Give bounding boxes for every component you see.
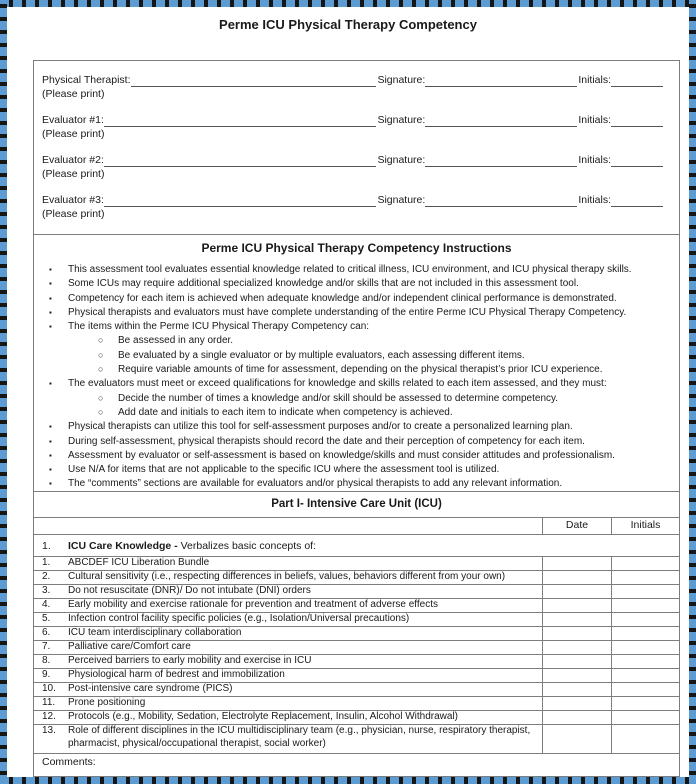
date-cell[interactable] xyxy=(542,627,611,640)
comments-label: Comments: xyxy=(42,756,96,768)
date-cell[interactable] xyxy=(542,641,611,654)
section-number: 1. xyxy=(42,539,51,552)
instruction-bullet xyxy=(34,292,679,306)
date-cell[interactable] xyxy=(542,613,611,626)
date-cell[interactable] xyxy=(542,683,611,696)
item-text: Palliative care/Comfort care xyxy=(68,641,191,652)
competency-item-row xyxy=(34,556,679,570)
instruction-text: Be evaluated by a single evaluator or by multiple evaluators, each assessing different items. xyxy=(118,349,525,361)
bullet-marker-icon: ○ xyxy=(98,406,104,417)
item-number: 7. xyxy=(42,641,51,652)
instruction-text: Competency for each item is achieved when adequate knowledge and/or independent clinical performance is demonstrated. xyxy=(68,292,617,304)
comments-row[interactable] xyxy=(34,753,679,776)
item-number: 13. xyxy=(42,725,56,736)
date-cell[interactable] xyxy=(542,557,611,570)
initials-label: Initials: xyxy=(578,194,611,206)
instruction-bullet xyxy=(34,420,679,434)
signature-label: Signature: xyxy=(377,114,426,126)
date-cell[interactable] xyxy=(542,585,611,598)
bullet-marker-icon: ▪ xyxy=(49,322,52,332)
date-cell[interactable] xyxy=(542,725,611,753)
competency-item-row xyxy=(34,612,679,626)
item-text: Early mobility and exercise rationale for prevention and treatment of adverse effects xyxy=(68,599,439,610)
instruction-sub-bullet xyxy=(34,349,679,363)
item-text: Post-intensive care syndrome (PICS) xyxy=(68,683,233,694)
signature-line xyxy=(42,153,671,167)
please-print-note: (Please print) xyxy=(42,208,105,220)
competency-item-row xyxy=(34,654,679,668)
initials-blank-line[interactable] xyxy=(611,194,663,207)
date-cell[interactable] xyxy=(542,599,611,612)
item-number: 8. xyxy=(42,655,51,666)
document-title: Perme ICU Physical Therapy Competency xyxy=(219,17,477,32)
signature-label: Signature: xyxy=(377,74,426,86)
signer-label: Evaluator #1: xyxy=(42,114,104,126)
initials-column-header: Initials xyxy=(611,518,679,534)
item-number: 3. xyxy=(42,585,51,596)
instruction-text: During self-assessment, physical therapists should record the date and their perception of competency for each item. xyxy=(68,435,585,447)
bullet-marker-icon: ▪ xyxy=(49,479,52,489)
bullet-marker-icon: ▪ xyxy=(49,379,52,389)
instructions-list xyxy=(34,263,679,492)
competency-item-row xyxy=(34,724,679,753)
initials-cell[interactable] xyxy=(611,641,679,654)
selection-border-top xyxy=(0,0,696,7)
instruction-text: Decide the number of times a knowledge and/or skill should be assessed to determine competency. xyxy=(118,392,559,404)
item-number: 2. xyxy=(42,571,51,582)
instruction-text: The “comments” sections are available for evaluators and/or physical therapists to add any relevant information. xyxy=(68,478,563,490)
instruction-sub-bullet xyxy=(34,334,679,348)
signature-label: Signature: xyxy=(377,154,426,166)
instruction-text: Assessment by evaluator or self-assessment is based on knowledge/skills and must consider attitudes and professionalism. xyxy=(68,449,615,461)
signature-line xyxy=(42,193,671,207)
item-text: Cultural sensitivity (i.e., respecting differences in beliefs, values, behaviors different from your own) xyxy=(68,571,506,582)
competency-item-row xyxy=(34,682,679,696)
section-header-row xyxy=(34,534,679,556)
please-print-note: (Please print) xyxy=(42,168,105,180)
signature-row xyxy=(42,113,671,141)
initials-cell[interactable] xyxy=(611,571,679,584)
date-cell[interactable] xyxy=(542,711,611,724)
please-print-note: (Please print) xyxy=(42,128,105,140)
item-text: Role of different disciplines in the ICU multidisciplinary team (e.g., physician, nurse, respiratory therapist, pharmacist, physical/occupational therapist, social worker) xyxy=(68,725,531,749)
name-blank-line[interactable] xyxy=(104,154,377,167)
bullet-marker-icon: ○ xyxy=(98,364,104,375)
competency-item-row xyxy=(34,668,679,682)
instruction-text: Physical therapists can utilize this tool for self-assessment purposes and/or to create a personalized learning plan. xyxy=(68,421,573,433)
instruction-bullet xyxy=(34,377,679,391)
instruction-sub-bullet xyxy=(34,363,679,377)
initials-label: Initials: xyxy=(578,114,611,126)
signer-label: Physical Therapist: xyxy=(42,74,131,86)
item-number: 5. xyxy=(42,613,51,624)
bullet-marker-icon: ○ xyxy=(98,392,104,403)
bullet-marker-icon: ▪ xyxy=(49,307,52,317)
signature-blank-line[interactable] xyxy=(425,194,577,207)
initials-blank-line[interactable] xyxy=(611,74,663,87)
part1-heading: Part I- Intensive Care Unit (ICU) xyxy=(34,491,679,517)
selection-border-left xyxy=(0,0,7,784)
initials-cell[interactable] xyxy=(611,613,679,626)
instruction-text: Physical therapists and evaluators must have complete understanding of the entire Perme ICU Physical Therapy Competency. xyxy=(68,306,627,318)
instruction-text: Use N/A for items that are not applicable to the specific ICU where the assessment tool is utilized. xyxy=(68,464,500,476)
item-text: Prone positioning xyxy=(68,697,146,708)
bullet-marker-icon: ▪ xyxy=(49,279,52,289)
bullet-marker-icon: ○ xyxy=(98,335,104,346)
initials-cell[interactable] xyxy=(611,627,679,640)
instruction-bullet xyxy=(34,306,679,320)
initials-cell[interactable] xyxy=(611,697,679,710)
instruction-text: Add date and initials to each item to indicate when competency is achieved. xyxy=(118,406,453,418)
signature-line xyxy=(42,73,671,87)
instruction-text: Be assessed in any order. xyxy=(118,335,234,347)
instruction-text: This assessment tool evaluates essential knowledge related to critical illness, ICU environment, and ICU physical therapy skills. xyxy=(68,264,632,275)
bullet-marker-icon: ▪ xyxy=(49,436,52,446)
bullet-marker-icon: ▪ xyxy=(49,293,52,303)
instruction-bullet xyxy=(34,463,679,477)
initials-label: Initials: xyxy=(578,154,611,166)
competency-items xyxy=(34,556,679,753)
name-blank-line[interactable] xyxy=(131,74,377,87)
item-number: 9. xyxy=(42,669,51,680)
item-text: Infection control facility specific policies (e.g., Isolation/Universal precautions) xyxy=(68,613,410,624)
please-print-note: (Please print) xyxy=(42,88,105,100)
item-number: 4. xyxy=(42,599,51,610)
initials-blank-line[interactable] xyxy=(611,154,663,167)
item-text: ICU team interdisciplinary collaboration xyxy=(68,627,242,638)
date-cell[interactable] xyxy=(542,669,611,682)
instruction-bullet xyxy=(34,477,679,491)
instruction-sub-bullet xyxy=(34,392,679,406)
item-text: Perceived barriers to early mobility and exercise in ICU xyxy=(68,655,312,666)
signer-label: Evaluator #2: xyxy=(42,154,104,166)
instruction-sub-bullet xyxy=(34,406,679,420)
initials-cell[interactable] xyxy=(611,585,679,598)
date-cell[interactable] xyxy=(542,697,611,710)
date-cell[interactable] xyxy=(542,571,611,584)
competency-item-row xyxy=(34,640,679,654)
competency-item-row xyxy=(34,696,679,710)
instruction-text: The evaluators must meet or exceed qualifications for knowledge and skills related to each item assessed, and they must: xyxy=(68,378,607,390)
bullet-marker-icon: ▪ xyxy=(49,422,52,432)
document-page xyxy=(7,7,689,777)
initials-cell[interactable] xyxy=(611,669,679,682)
instruction-bullet xyxy=(34,263,679,277)
item-number: 10. xyxy=(42,683,56,694)
signer-label: Evaluator #3: xyxy=(42,194,104,206)
instruction-bullet xyxy=(34,449,679,463)
signature-label: Signature: xyxy=(377,194,426,206)
item-text: Physiological harm of bedrest and immobilization xyxy=(68,669,285,680)
competency-item-row xyxy=(34,626,679,640)
signature-blank-line[interactable] xyxy=(425,154,577,167)
date-cell[interactable] xyxy=(542,655,611,668)
competency-item-row xyxy=(34,598,679,612)
instruction-bullet xyxy=(34,277,679,291)
item-number: 6. xyxy=(42,627,51,638)
signature-section xyxy=(34,61,679,234)
signature-row xyxy=(42,153,671,181)
signature-blank-line[interactable] xyxy=(425,74,577,87)
item-number: 12. xyxy=(42,711,56,722)
name-blank-line[interactable] xyxy=(104,114,377,127)
item-number: 1. xyxy=(42,557,51,568)
item-text: ABCDEF ICU Liberation Bundle xyxy=(68,557,210,568)
instruction-text: The items within the Perme ICU Physical Therapy Competency can: xyxy=(68,321,370,333)
competency-item-row xyxy=(34,584,679,598)
name-blank-line[interactable] xyxy=(104,194,377,207)
bullet-marker-icon: ▪ xyxy=(49,465,52,475)
section-title-text: ICU Care Knowledge - Verbalizes basic concepts of: xyxy=(68,539,317,552)
item-text: Do not resuscitate (DNR)/ Do not intubate (DNI) orders xyxy=(68,585,311,596)
item-number: 11. xyxy=(42,697,56,708)
bullet-marker-icon: ○ xyxy=(98,349,104,360)
competency-item-row xyxy=(34,570,679,584)
instruction-bullet xyxy=(34,435,679,449)
selection-border-bottom xyxy=(0,777,696,784)
bullet-marker-icon: ▪ xyxy=(49,265,52,274)
initials-cell[interactable] xyxy=(611,599,679,612)
signature-row xyxy=(42,193,671,221)
instructions-section xyxy=(34,234,679,491)
initials-label: Initials: xyxy=(578,74,611,86)
initials-cell[interactable] xyxy=(611,557,679,570)
competency-item-row xyxy=(34,710,679,724)
initials-cell[interactable] xyxy=(611,711,679,724)
competency-form xyxy=(33,60,680,777)
instruction-text: Require variable amounts of time for assessment, depending on the physical therapist’s prior ICU experience. xyxy=(118,364,603,376)
item-text: Protocols (e.g., Mobility, Sedation, Electrolyte Replacement, Insulin, Alcohol Withdrawal) xyxy=(68,711,458,722)
initials-cell[interactable] xyxy=(611,683,679,696)
initials-cell[interactable] xyxy=(611,725,679,753)
instruction-text: Some ICUs may require additional specialized knowledge and/or skills that are not included in this assessment tool. xyxy=(68,278,579,290)
selection-border-right xyxy=(689,0,696,784)
columns-header-row xyxy=(34,517,679,534)
signature-row xyxy=(42,73,671,101)
signature-line xyxy=(42,113,671,127)
bullet-marker-icon: ▪ xyxy=(49,450,52,460)
initials-blank-line[interactable] xyxy=(611,114,663,127)
date-column-header: Date xyxy=(542,518,611,534)
instructions-heading: Perme ICU Physical Therapy Competency Instructions xyxy=(201,241,512,255)
instruction-bullet xyxy=(34,320,679,334)
signature-blank-line[interactable] xyxy=(425,114,577,127)
columns-header-spacer xyxy=(34,518,542,534)
initials-cell[interactable] xyxy=(611,655,679,668)
